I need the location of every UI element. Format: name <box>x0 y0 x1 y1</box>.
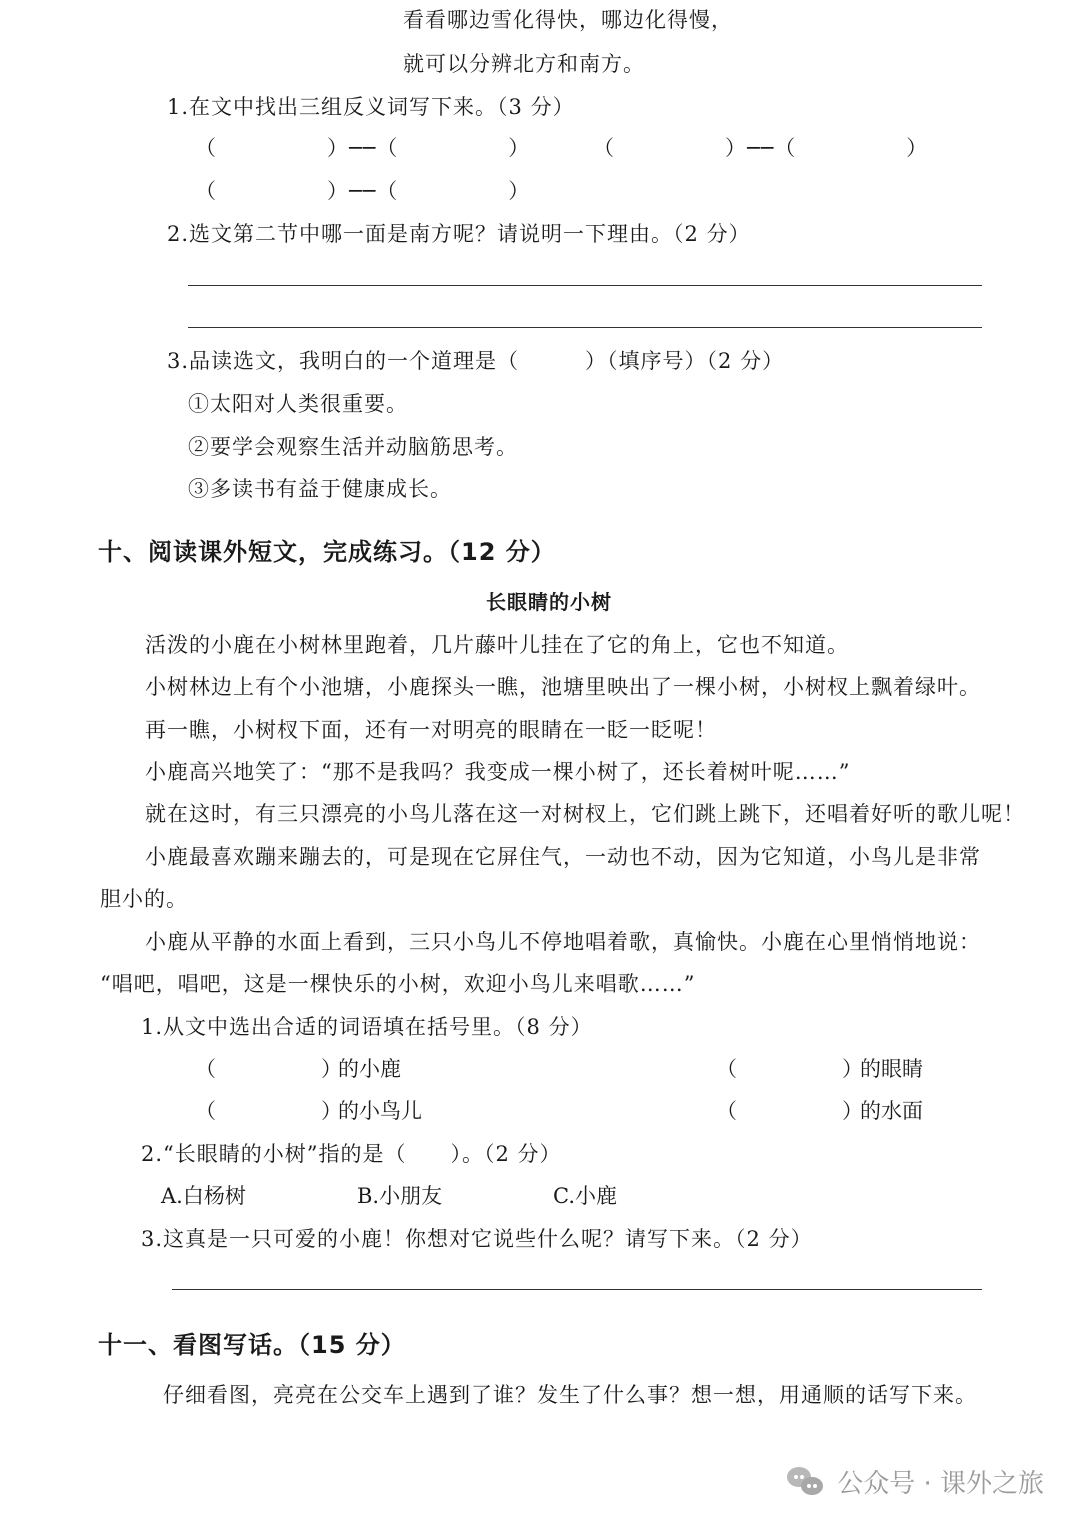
s10-paragraph-1: 活泼的小鹿在小树林里跑着，几片藤叶儿挂在了它的角上，它也不知道。 <box>145 633 849 657</box>
s10-q2-text: 2.“长眼睛的小树”指的是（ ）。（2 分） <box>141 1142 562 1166</box>
wechat-icon <box>787 1465 827 1499</box>
poem-line-1: 看看哪边雪化得快，哪边化得慢， <box>403 8 733 32</box>
s10-story-title: 长眼睛的小树 <box>486 590 612 614</box>
s10-q3-text: 3.这真是一只可爱的小鹿！你想对它说些什么呢？请写下来。（2 分） <box>141 1227 813 1251</box>
s9-q2-answer-line-2[interactable] <box>188 327 982 328</box>
s10-paragraph-7: 小鹿从平静的水面上看到，三只小鸟儿不停地唱着歌，真愉快。小鹿在心里悄悄地说： <box>145 930 981 954</box>
s10-q1-blank-4[interactable]: （ ） <box>716 1099 863 1123</box>
s10-q1-item-2: 的眼睛 <box>860 1057 923 1081</box>
s10-paragraph-6-cont: 胆小的。 <box>100 887 188 911</box>
s9-q1-pair-3[interactable]: （ ）──（ ） <box>195 179 531 203</box>
s10-heading: 十、阅读课外短文，完成练习。（12 分） <box>98 538 556 566</box>
s10-paragraph-4: 小鹿高兴地笑了：“那不是我吗？我变成一棵小树了，还长着树叶呢……” <box>145 760 851 784</box>
s10-q1-blank-1[interactable]: （ ） <box>195 1057 342 1081</box>
s9-q3-option-2: ②要学会观察生活并动脑筋思考。 <box>188 435 518 459</box>
s10-q1-item-3: 的小鸟儿 <box>338 1099 422 1123</box>
s10-q1-blank-2[interactable]: （ ） <box>716 1057 863 1081</box>
s9-q1-pair-1[interactable]: （ ）──（ ） <box>195 136 531 160</box>
s10-paragraph-6: 小鹿最喜欢蹦来蹦去的，可是现在它屏住气，一动也不动，因为它知道，小鸟儿是非常 <box>145 845 981 869</box>
s9-q1-pair-2[interactable]: （ ）──（ ） <box>593 136 929 160</box>
s10-q3-answer-line[interactable] <box>172 1289 982 1290</box>
s10-paragraph-5: 就在这时，有三只漂亮的小鸟儿落在这一对树杈上，它们跳上跳下，还唱着好听的歌儿呢！ <box>145 802 1025 826</box>
s9-q3-text: 3.品读选文，我明白的一个道理是（ ）（填序号）（2 分） <box>167 349 785 373</box>
watermark <box>787 1463 1044 1500</box>
s10-q2-option-c[interactable]: C.小鹿 <box>553 1184 617 1208</box>
s9-q2-text: 2.选文第二节中哪一面是南方呢？请说明一下理由。（2 分） <box>167 222 751 246</box>
s10-q1-text: 1.从文中选出合适的词语填在括号里。（8 分） <box>141 1015 593 1039</box>
s10-q1-blank-3[interactable]: （ ） <box>195 1099 342 1123</box>
s10-q1-item-4: 的水面 <box>860 1099 923 1123</box>
s9-q1-text: 1.在文中找出三组反义词写下来。（3 分） <box>167 95 575 119</box>
s9-q3-option-1: ①太阳对人类很重要。 <box>188 392 408 416</box>
poem-line-2: 就可以分辨北方和南方。 <box>403 52 645 76</box>
s11-prompt: 仔细看图，亮亮在公交车上遇到了谁？发生了什么事？想一想，用通顺的话写下来。 <box>163 1383 977 1407</box>
s10-paragraph-7-cont: “唱吧，唱吧，这是一棵快乐的小树，欢迎小鸟儿来唱歌……” <box>100 972 696 996</box>
s10-q2-option-b[interactable]: B.小朋友 <box>357 1184 443 1208</box>
s10-q2-option-a[interactable]: A.白杨树 <box>161 1184 246 1208</box>
s10-paragraph-3: 再一瞧，小树杈下面，还有一对明亮的眼睛在一眨一眨呢！ <box>145 718 717 742</box>
s9-q3-option-3: ③多读书有益于健康成长。 <box>188 477 452 501</box>
s10-paragraph-2: 小树林边上有个小池塘，小鹿探头一瞧，池塘里映出了一棵小树，小树杈上飘着绿叶。 <box>145 675 981 699</box>
s10-q1-item-1: 的小鹿 <box>338 1057 401 1081</box>
s11-heading: 十一、看图写话。（15 分） <box>98 1331 406 1359</box>
s9-q2-answer-line-1[interactable] <box>188 285 982 286</box>
watermark-text: 公众号 · 课外之旅 <box>837 1469 1044 1499</box>
